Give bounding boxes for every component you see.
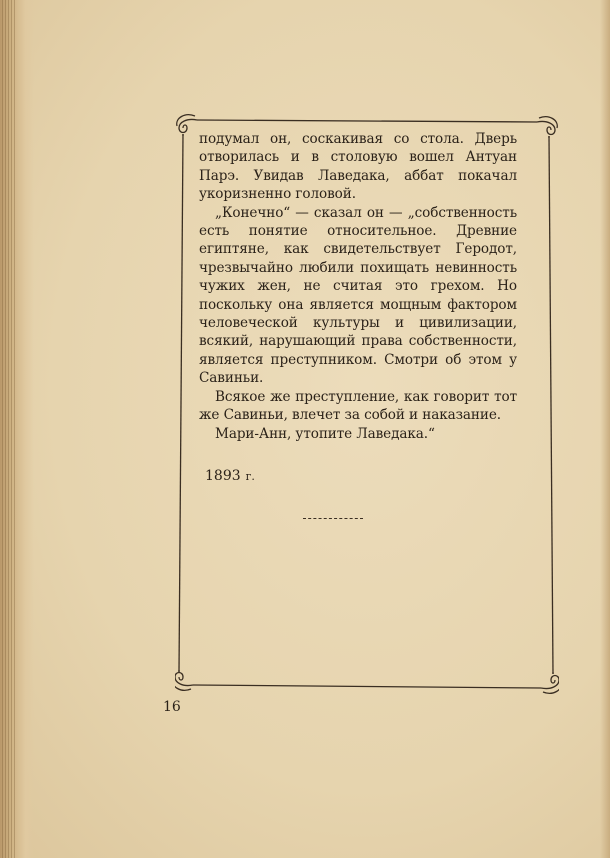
page-edges	[2, 0, 16, 858]
right-edge-shadow	[600, 0, 610, 858]
main-text	[199, 130, 517, 443]
date-year: 1893	[205, 468, 241, 484]
date-suffix: г.	[245, 470, 255, 483]
paragraph-2: „Конечно“ — сказал он — „собственность есть понятие относительное. Древние египтяне, как свидетельствует Геродот, чрезвычайно любили похищать невинность чужих жен, не считая это грехом. Но поскольку она является мощным фактором человеческой культуры и цивилизации, всякий, нарушающий права собственности, является преступником. Смотри об этом у Савиньи.	[199, 204, 517, 387]
date-line	[205, 468, 255, 484]
paragraph-3: Всякое же преступление, как говорит тот же Савиньи, влечет за собой и наказание.	[199, 388, 517, 424]
dashed-separator	[303, 518, 363, 521]
paragraph-1: подумал он, соскакивая со стола. Дверь отворилась и в столовую вошел Антуан Парэ. Увидав Лаведака, аббат покачал укоризненно головой.	[199, 131, 517, 203]
page-number: 16	[163, 699, 181, 715]
paragraph-4: Мари-Анн, утопите Лаведака.“	[215, 425, 435, 442]
